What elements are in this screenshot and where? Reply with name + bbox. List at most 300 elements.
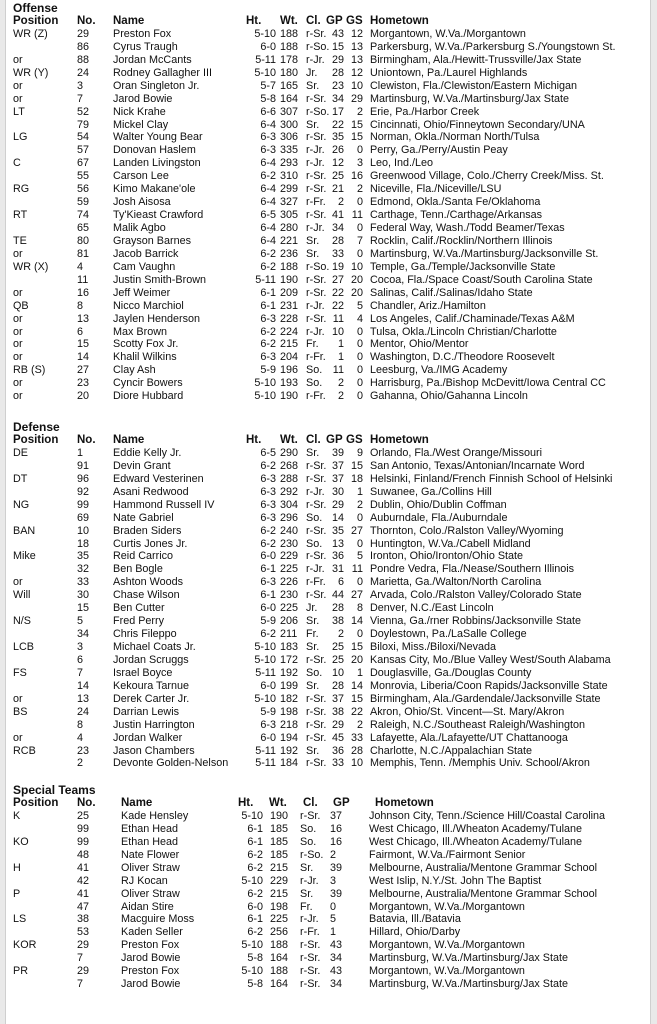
number-cell: 34 (77, 628, 90, 641)
games-played-cell: 37 (331, 459, 344, 472)
games-played-cell: 25 (331, 170, 344, 183)
table-row (13, 274, 649, 287)
class-cell: r-Sr. (300, 952, 321, 965)
hometown-cell: Melbourne, Australia/Mentone Grammar School (369, 861, 598, 874)
number-header: No. (77, 434, 96, 446)
games-started-cell: 13 (350, 40, 363, 53)
player-name-cell: Nick Krahe (113, 105, 166, 118)
hometown-cell: Norman, Okla./Norman North/Tulsa (370, 131, 540, 144)
player-name-cell: Hammond Russell IV (113, 498, 215, 511)
games-played-cell: 45 (331, 731, 344, 744)
weight-cell: 193 (280, 377, 299, 390)
weight-cell: 180 (280, 66, 299, 79)
class-cell: r-So. (306, 105, 330, 118)
player-name-cell: Braden Siders (113, 524, 182, 537)
position-cell: KO (13, 835, 29, 848)
weight-header: Wt. (280, 15, 298, 27)
games-started-cell: 29 (350, 92, 363, 105)
games-started-cell: 10 (350, 260, 363, 273)
games-played-cell: 2 (337, 628, 344, 641)
hometown-cell: Cocoa, Fla./Space Coast/South Carolina State (370, 273, 593, 286)
height-cell: 6-3 (260, 576, 276, 589)
player-name-cell: Grayson Barnes (113, 234, 192, 247)
games-started-cell: 11 (351, 563, 363, 576)
number-cell: 16 (77, 286, 90, 299)
hometown-cell: Kansas City, Mo./Blue Valley West/South Alabama (370, 653, 611, 666)
weight-cell: 165 (280, 79, 299, 92)
games-played-cell: 37 (331, 692, 344, 705)
games-played-cell: 29 (331, 498, 344, 511)
games-played-cell: 22 (331, 118, 344, 131)
height-cell: 6-1 (260, 286, 276, 299)
player-name-cell: Cyrus Traugh (113, 40, 178, 53)
number-cell: 56 (77, 183, 90, 196)
player-name-cell: Kaden Seller (121, 926, 183, 939)
table-row (13, 351, 649, 364)
weight-cell: 293 (280, 157, 299, 170)
games-played-header: GP (326, 434, 343, 446)
height-cell: 6-1 (260, 299, 276, 312)
games-played-cell: 14 (331, 511, 344, 524)
table-row (13, 119, 649, 132)
player-name-cell: Landen Livingston (113, 157, 201, 170)
position-cell: DE (13, 446, 28, 459)
height-cell: 6-2 (247, 848, 263, 861)
player-name-cell: Mickel Clay (113, 118, 169, 131)
number-cell: 7 (77, 978, 84, 991)
player-name-cell: Kimo Makane'ole (113, 183, 196, 196)
hometown-cell: Clewiston, Fla./Clewiston/Eastern Michigan (370, 79, 578, 92)
table-row (13, 28, 649, 41)
hometown-cell: Fairmont, W.Va./Fairmont Senior (369, 848, 526, 861)
number-cell: 41 (77, 861, 90, 874)
player-name-cell: Eddie Kelly Jr. (113, 446, 182, 459)
class-cell: r-Sr. (306, 183, 327, 196)
class-cell: Jr. (306, 66, 318, 79)
games-started-cell: 2 (356, 183, 363, 196)
games-started-cell: 14 (350, 679, 363, 692)
table-row (13, 654, 649, 667)
games-started-cell: 15 (350, 641, 363, 653)
number-cell: 33 (77, 576, 90, 589)
hometown-header: Hometown (370, 15, 429, 27)
height-cell: 6-4 (260, 157, 276, 170)
table-row (13, 222, 649, 235)
class-cell: r-Jr. (306, 53, 325, 66)
player-name-cell: Michael Coats Jr. (113, 641, 196, 653)
number-cell: 25 (77, 809, 90, 822)
number-cell: 6 (77, 325, 84, 338)
table-row (13, 364, 649, 377)
player-name-cell: Jordan Walker (113, 731, 183, 744)
player-name-cell: Asani Redwood (113, 485, 189, 498)
number-cell: 48 (77, 848, 90, 861)
name-header: Name (121, 797, 153, 809)
weight-cell: 215 (280, 338, 299, 351)
class-cell: Sr. (306, 234, 320, 247)
number-cell: 27 (77, 364, 90, 377)
position-cell: C (13, 157, 21, 170)
games-played-cell: 31 (331, 563, 344, 576)
weight-cell: 188 (270, 939, 289, 952)
table-row (13, 939, 649, 952)
weight-cell: 224 (280, 325, 299, 338)
number-cell: 13 (77, 312, 90, 325)
weight-cell: 172 (280, 653, 299, 666)
class-cell: r-Jr. (306, 485, 325, 498)
height-cell: 6-2 (260, 170, 276, 183)
class-cell: r-Sr. (306, 705, 327, 718)
games-started-cell: 7 (356, 234, 363, 247)
games-started-header: GS (346, 15, 363, 27)
class-cell: r-Sr. (306, 92, 327, 105)
games-played-cell: 22 (331, 299, 344, 312)
weight-cell: 204 (280, 351, 299, 364)
hometown-cell: Ironton, Ohio/Ironton/Ohio State (370, 550, 524, 563)
table-row (13, 538, 649, 551)
number-cell: 2 (77, 757, 84, 770)
games-played-cell: 10 (331, 666, 344, 679)
games-played-cell: 36 (331, 550, 344, 563)
games-started-cell: 0 (356, 377, 363, 390)
hometown-cell: Huntington, W.Va./Cabell Midland (370, 537, 531, 550)
table-row (13, 287, 649, 300)
hometown-cell: Leo, Ind./Leo (370, 157, 434, 170)
number-cell: 38 (77, 913, 90, 926)
player-name-cell: Jordan McCants (113, 53, 192, 66)
games-started-cell: 11 (351, 209, 363, 222)
number-cell: 23 (77, 377, 90, 390)
class-cell: Sr. (306, 79, 320, 92)
position-cell: BS (13, 705, 28, 718)
weight-cell: 206 (280, 615, 299, 628)
hometown-cell: Cincinnati, Ohio/Finneytown Secondary/UNA (370, 118, 585, 131)
height-cell: 6-3 (260, 472, 276, 485)
position-cell: or (13, 338, 23, 351)
position-cell: RG (13, 183, 30, 196)
games-played-cell: 37 (330, 809, 343, 822)
class-cell: r-Jr. (306, 299, 325, 312)
height-cell: 5-8 (260, 92, 276, 105)
games-started-cell: 16 (350, 170, 363, 183)
class-cell: r-Sr. (306, 286, 327, 299)
weight-cell: 240 (280, 524, 299, 537)
games-played-cell: 15 (331, 40, 344, 53)
games-played-cell: 43 (331, 27, 344, 40)
table-row (13, 144, 649, 157)
class-cell: Sr. (306, 118, 320, 131)
class-cell: r-Sr. (306, 692, 327, 705)
hometown-cell: Helsinki, Finland/French Finnish School of Helsinki (370, 472, 613, 485)
position-cell: LCB (13, 641, 35, 653)
games-played-header: GP (333, 797, 350, 809)
height-cell: 6-0 (260, 602, 276, 615)
hometown-cell: Suwanee, Ga./Collins Hill (370, 485, 492, 498)
column-header-row (13, 15, 649, 28)
games-played-cell: 19 (331, 260, 344, 273)
hometown-cell: Birmingham, Ala./Hewitt-Trussville/Jax State (370, 53, 582, 66)
games-started-cell: 27 (350, 524, 363, 537)
class-cell: r-Jr. (306, 325, 325, 338)
height-cell: 6-2 (260, 260, 276, 273)
games-played-cell: 43 (330, 939, 343, 952)
games-played-cell: 1 (330, 926, 337, 939)
class-cell: Fr. (306, 338, 319, 351)
position-header: Position (13, 15, 59, 27)
position-cell: KOR (13, 939, 37, 952)
games-played-cell: 28 (331, 602, 344, 615)
weight-cell: 188 (280, 27, 299, 40)
position-cell: Mike (13, 550, 36, 563)
player-name-cell: Jarod Bowie (121, 952, 181, 965)
weight-cell: 226 (280, 576, 299, 589)
height-cell: 6-1 (260, 563, 276, 576)
games-played-cell: 41 (331, 209, 344, 222)
hometown-cell: Martinsburg, W.Va./Martinsburg/Jacksonville St. (370, 247, 599, 260)
weight-cell: 185 (270, 848, 289, 861)
games-played-cell: 25 (331, 653, 344, 666)
height-header: Ht. (246, 434, 262, 446)
table-row (13, 170, 649, 183)
player-name-cell: Darrian Lewis (113, 705, 180, 718)
weight-cell: 209 (280, 286, 299, 299)
weight-cell: 230 (280, 537, 299, 550)
hometown-cell: Niceville, Fla./Niceville/LSU (370, 183, 502, 196)
defense-roster (13, 447, 649, 770)
height-cell: 5-10 (254, 641, 276, 653)
class-cell: So. (306, 511, 323, 524)
hometown-cell: Morgantown, W.Va./Morgantown (369, 900, 525, 913)
height-cell: 5-10 (254, 66, 276, 79)
table-row (13, 757, 649, 770)
weight-cell: 225 (280, 563, 299, 576)
weight-cell: 290 (280, 446, 299, 459)
position-cell: RT (13, 209, 28, 222)
games-started-cell: 20 (350, 286, 363, 299)
column-header-row (13, 797, 649, 810)
class-cell: Sr. (300, 887, 314, 900)
class-cell: r-So. (306, 40, 330, 53)
player-name-cell: Nate Gabriel (113, 511, 174, 524)
height-cell: 6-4 (260, 118, 276, 131)
hometown-cell: Los Angeles, Calif./Chaminade/Texas A&M (370, 312, 575, 325)
weight-cell: 185 (270, 822, 289, 835)
hometown-cell: Melbourne, Australia/Mentone Grammar School (369, 887, 598, 900)
hometown-cell: Arvada, Colo./Ralston Valley/Colorado State (370, 589, 582, 602)
position-cell: or (13, 312, 23, 325)
table-row (13, 745, 649, 758)
table-row (13, 300, 649, 313)
games-played-cell: 33 (331, 247, 344, 260)
class-cell: r-Sr. (306, 731, 327, 744)
weight-cell: 327 (280, 196, 299, 209)
class-cell: r-Sr. (306, 273, 327, 286)
number-cell: 24 (77, 66, 90, 79)
weight-cell: 335 (280, 144, 299, 157)
weight-cell: 218 (280, 718, 299, 731)
weight-cell: 230 (280, 589, 299, 602)
number-cell: 18 (77, 537, 90, 550)
player-name-cell: Israel Boyce (113, 666, 173, 679)
player-name-cell: Fred Perry (113, 615, 164, 628)
class-cell: r-Fr. (306, 351, 326, 364)
number-header: No. (77, 15, 96, 27)
games-started-cell: 28 (350, 744, 363, 757)
table-row (13, 377, 649, 390)
weight-cell: 192 (280, 666, 299, 679)
class-header: Cl. (303, 797, 318, 809)
games-played-cell: 3 (330, 874, 337, 887)
player-name-cell: Devin Grant (113, 459, 171, 472)
weight-cell: 236 (280, 247, 299, 260)
number-cell: 65 (77, 222, 90, 234)
class-cell: r-Sr. (306, 131, 327, 144)
player-name-cell: Malik Agbo (113, 222, 166, 234)
hometown-cell: Washington, D.C./Theodore Roosevelt (370, 351, 555, 364)
height-cell: 6-0 (260, 731, 276, 744)
player-name-cell: Oliver Straw (121, 861, 180, 874)
height-cell: 6-1 (247, 822, 263, 835)
weight-cell: 225 (280, 602, 299, 615)
height-cell: 6-6 (260, 105, 276, 118)
games-started-cell: 0 (356, 351, 363, 364)
offense-section (13, 2, 649, 403)
games-started-cell: 15 (350, 131, 363, 144)
table-row (13, 41, 649, 54)
class-cell: r-Sr. (306, 459, 327, 472)
weight-cell: 292 (280, 485, 299, 498)
position-header: Position (13, 797, 59, 809)
number-cell: 8 (77, 718, 84, 731)
weight-cell: 229 (280, 550, 299, 563)
number-cell: 7 (77, 952, 84, 965)
number-cell: 3 (77, 79, 84, 92)
player-name-cell: Jeff Weimer (113, 286, 171, 299)
number-cell: 3 (77, 641, 84, 653)
class-cell: r-Fr. (306, 576, 326, 589)
height-cell: 6-3 (260, 511, 276, 524)
number-cell: 29 (77, 27, 90, 40)
height-cell: 6-5 (260, 446, 276, 459)
depth-chart-page (5, 0, 651, 1024)
hometown-cell: Edmond, Okla./Santa Fe/Oklahoma (370, 196, 541, 209)
class-cell: r-Fr. (306, 390, 326, 403)
class-cell: r-Sr. (306, 550, 327, 563)
number-cell: 99 (77, 835, 90, 848)
hometown-cell: Lafayette, Ala./Lafayette/UT Chattanooga (370, 731, 568, 744)
height-cell: 6-1 (247, 913, 263, 926)
table-row (13, 680, 649, 693)
position-cell: WR (Y) (13, 66, 49, 79)
games-started-header: GS (346, 434, 363, 446)
class-header: Cl. (306, 434, 321, 446)
table-row (13, 313, 649, 326)
weight-cell: 183 (280, 641, 299, 653)
player-name-cell: Kekoura Tarnue (113, 679, 190, 692)
player-name-cell: Oliver Straw (121, 887, 180, 900)
hometown-cell: San Antonio, Texas/Antonian/Incarnate Word (370, 459, 585, 472)
class-cell: r-Sr. (306, 653, 327, 666)
hometown-cell: Morgantown, W.Va./Morgantown (370, 27, 526, 40)
table-row (13, 875, 649, 888)
games-played-cell: 21 (331, 183, 344, 196)
name-header: Name (113, 434, 145, 446)
class-cell: So. (300, 835, 317, 848)
games-started-cell: 0 (356, 576, 363, 589)
weight-cell: 304 (280, 498, 299, 511)
games-started-cell: 10 (350, 757, 363, 770)
position-cell: or (13, 731, 23, 744)
position-cell: LT (13, 105, 25, 118)
height-cell: 5-10 (254, 27, 276, 40)
hometown-cell: Greenwood Village, Colo./Cherry Creek/Miss. St. (370, 170, 604, 183)
height-cell: 6-3 (260, 144, 276, 157)
player-name-cell: Kade Hensley (121, 809, 189, 822)
player-name-cell: Oran Singleton Jr. (113, 79, 200, 92)
table-row (13, 80, 649, 93)
position-cell: or (13, 79, 23, 92)
games-played-cell: 25 (331, 641, 344, 653)
hometown-cell: Harrisburg, Pa./Bishop McDevitt/Iowa Central CC (370, 377, 606, 390)
table-row (13, 706, 649, 719)
height-cell: 5-10 (241, 939, 263, 952)
games-played-cell: 33 (331, 757, 344, 770)
class-cell: r-Sr. (306, 589, 327, 602)
table-row (13, 183, 649, 196)
games-started-cell: 15 (350, 692, 363, 705)
number-cell: 88 (77, 53, 90, 66)
number-cell: 7 (77, 666, 84, 679)
number-cell: 80 (77, 234, 90, 247)
weight-cell: 305 (280, 209, 299, 222)
table-row (13, 952, 649, 965)
hometown-cell: Perry, Ga./Perry/Austin Peay (370, 144, 508, 157)
table-row (13, 67, 649, 80)
weight-cell: 225 (270, 913, 289, 926)
position-cell: PR (13, 965, 28, 978)
table-row (13, 157, 649, 170)
hometown-cell: Hillard, Ohio/Darby (369, 926, 461, 939)
table-row (13, 131, 649, 144)
games-played-cell: 1 (337, 338, 344, 351)
weight-cell: 215 (270, 861, 289, 874)
hometown-cell: Gahanna, Ohio/Gahanna Lincoln (370, 390, 528, 403)
section-title: Special Teams (13, 783, 96, 797)
position-cell: Will (13, 589, 31, 602)
games-started-cell: 0 (356, 196, 363, 209)
games-started-cell: 20 (350, 273, 363, 286)
player-name-cell: Ben Cutter (113, 602, 165, 615)
number-cell: 52 (77, 105, 90, 118)
table-row (13, 862, 649, 875)
table-row (13, 823, 649, 836)
position-cell: BAN (13, 524, 36, 537)
class-cell: So. (306, 364, 323, 377)
weight-cell: 178 (280, 53, 299, 66)
player-name-cell: Nate Flower (121, 848, 180, 861)
number-cell: 55 (77, 170, 90, 183)
weight-cell: 280 (280, 222, 299, 234)
player-name-cell: Devonte Golden-Nelson (113, 757, 229, 770)
position-cell: or (13, 286, 23, 299)
hometown-header: Hometown (370, 434, 429, 446)
position-cell: WR (Z) (13, 27, 48, 40)
hometown-cell: Memphis, Tenn. /Memphis Univ. School/Akron (370, 757, 590, 770)
hometown-cell: West Chicago, Ill./Wheaton Academy/Tulane (369, 822, 583, 835)
class-cell: Fr. (306, 628, 319, 641)
number-cell: 13 (77, 692, 90, 705)
class-cell: Sr. (300, 861, 314, 874)
